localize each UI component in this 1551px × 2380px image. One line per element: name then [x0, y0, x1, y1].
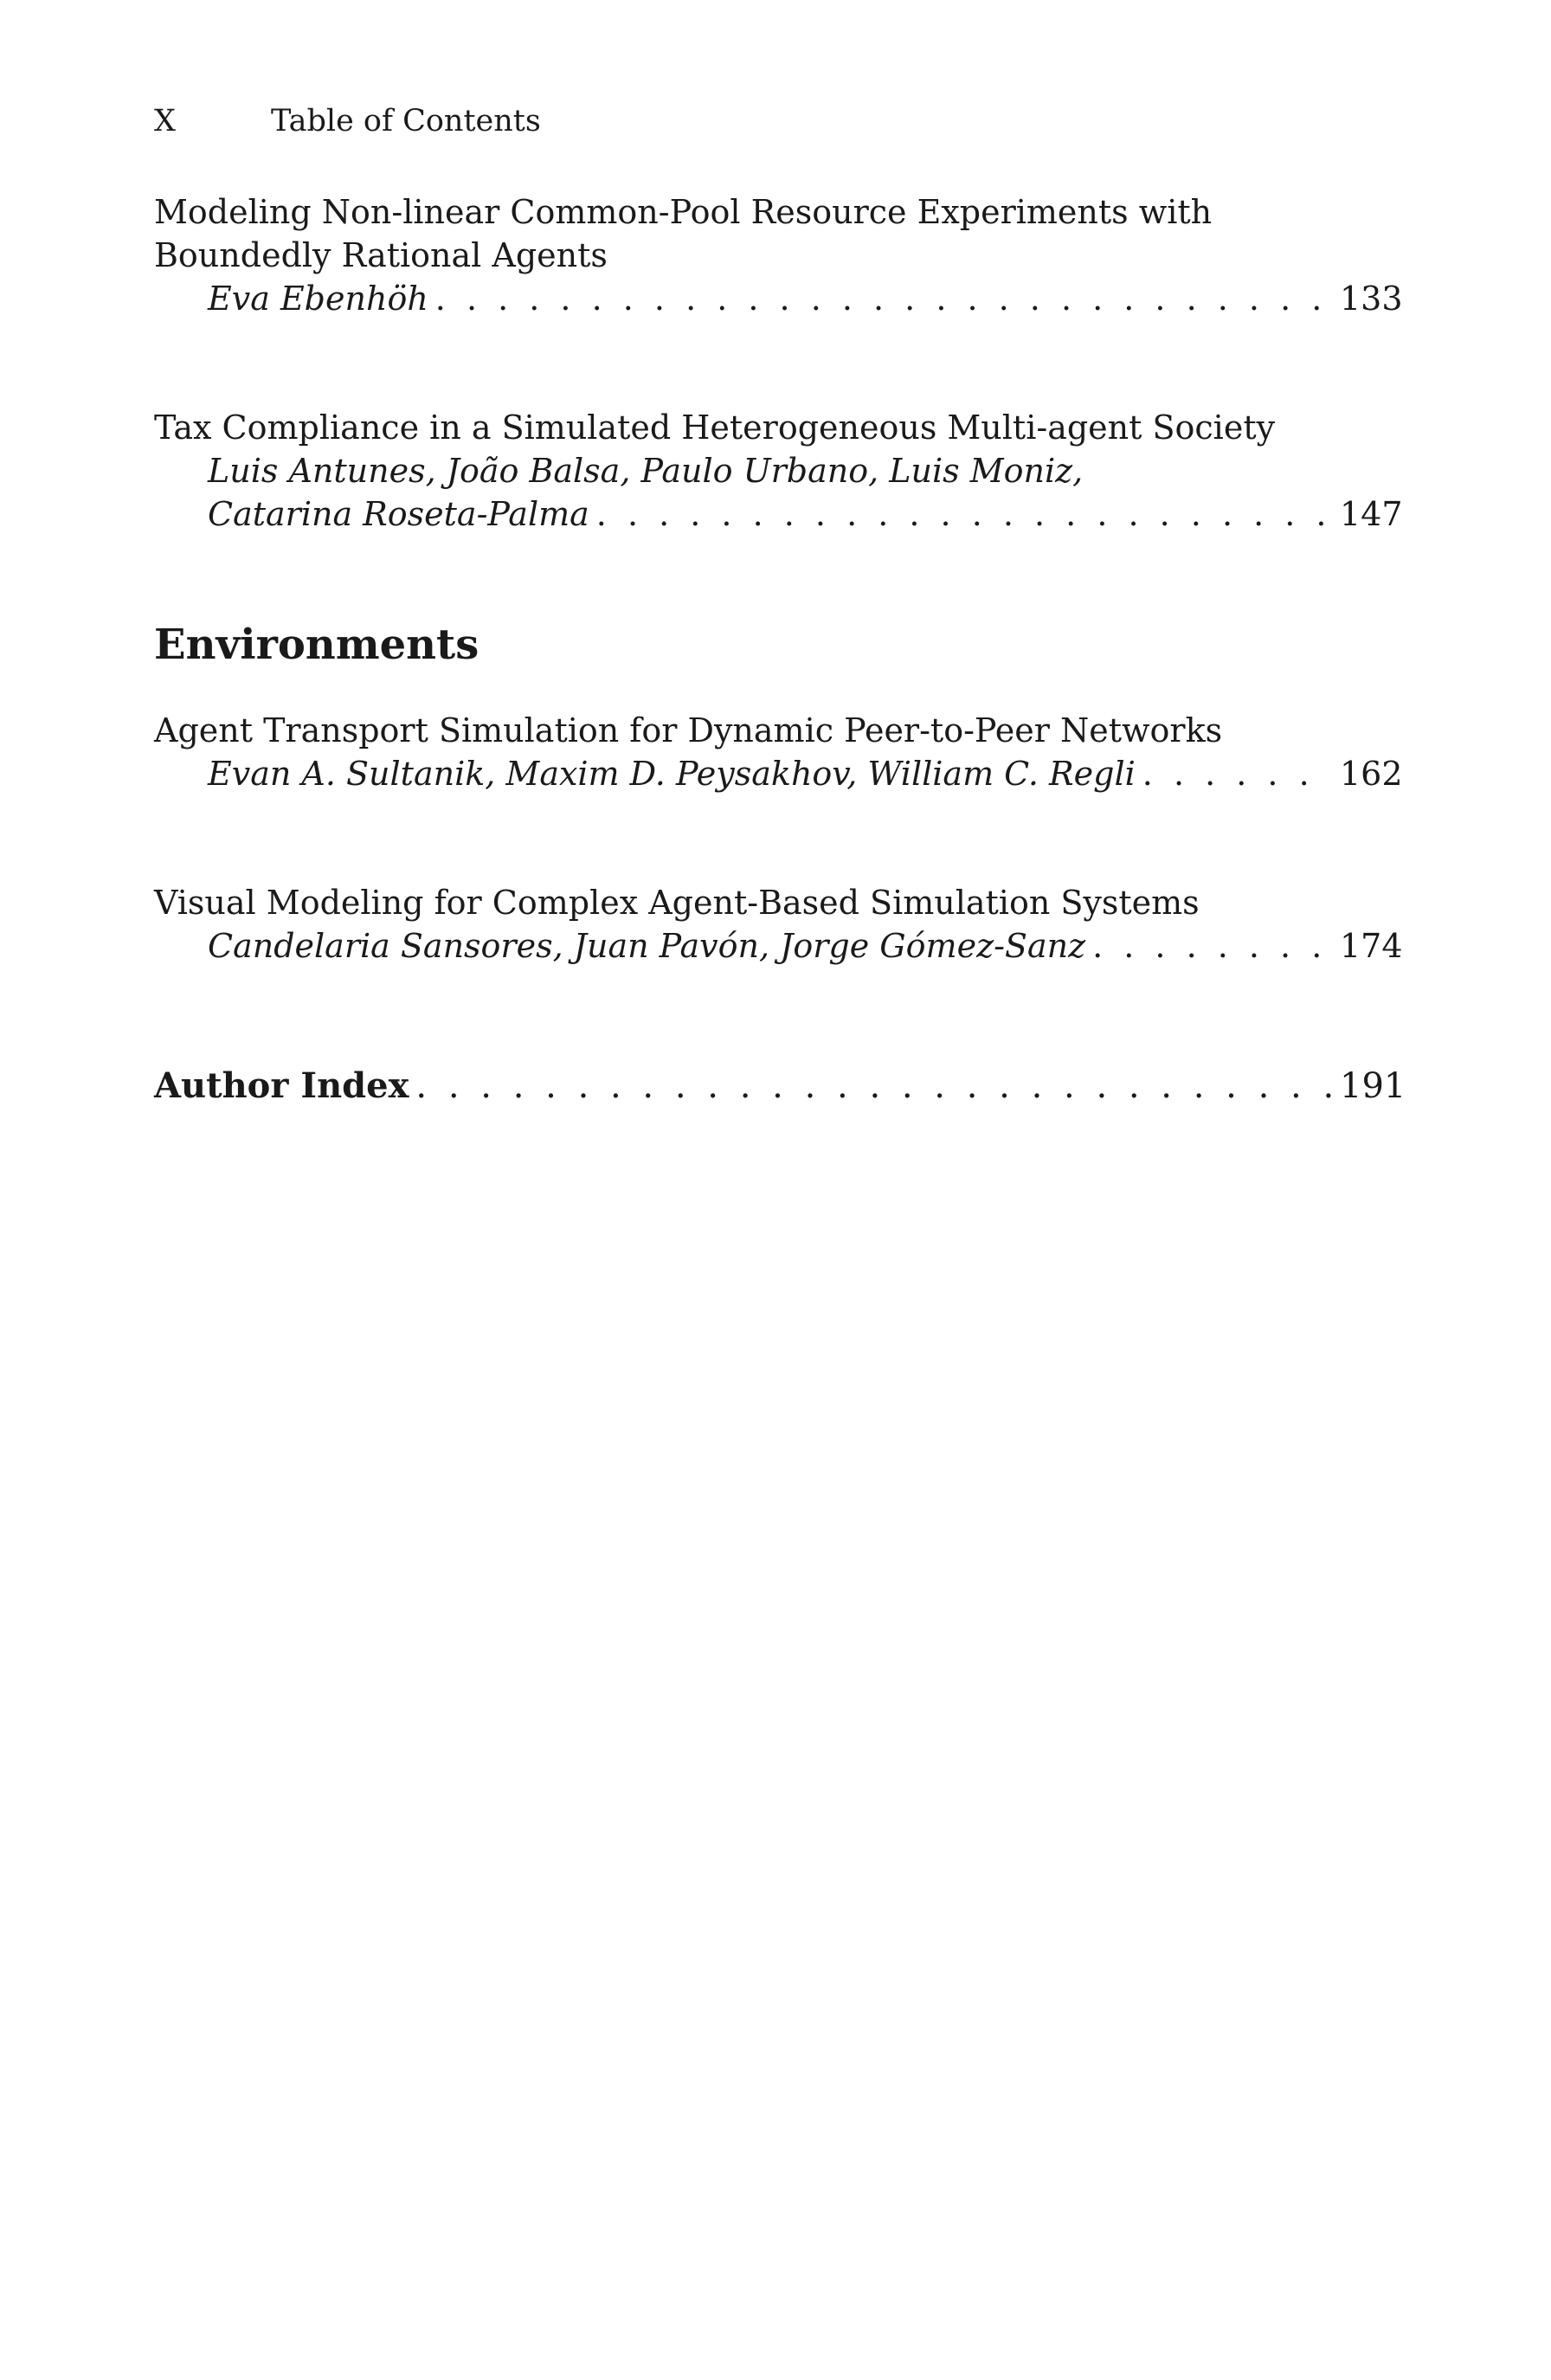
toc-entry-author-index[interactable] [154, 1065, 1406, 1108]
toc-entry[interactable] [154, 190, 1403, 320]
dot-leader [1092, 924, 1333, 968]
page-number-label: X [154, 104, 176, 138]
entry-page-number: 174 [1340, 927, 1403, 965]
entry-authors-row [154, 924, 1403, 968]
entry-page-number: 133 [1340, 280, 1403, 318]
entry-authors-row [154, 277, 1403, 320]
toc-entry[interactable] [154, 709, 1403, 795]
entry-title-line: Boundedly Rational Agents [154, 236, 608, 274]
entry-authors-line: Luis Antunes, João Balsa, Paulo Urbano, Luis Moniz, [208, 452, 1084, 490]
entry-page-number: 162 [1340, 755, 1403, 793]
entry-authors-row [154, 492, 1403, 536]
entry-authors: Eva Ebenhöh [208, 280, 428, 318]
author-index-page-number: 191 [1340, 1066, 1406, 1106]
toc-entry[interactable] [154, 406, 1403, 536]
dot-leader [435, 277, 1333, 320]
running-head-title: Table of Contents [271, 104, 541, 138]
toc-entry[interactable] [154, 881, 1403, 968]
table-of-contents [154, 190, 1406, 1108]
entry-title-line: Tax Compliance in a Simulated Heterogeneous Multi-agent Society [154, 408, 1276, 447]
section-heading-environments: Environments [154, 621, 479, 669]
author-index-label: Author Index [154, 1065, 409, 1106]
entry-authors: Catarina Roseta-Palma [208, 495, 589, 533]
entry-authors: Evan A. Sultanik, Maxim D. Peysakhov, William C. Regli [208, 755, 1136, 793]
dot-leader [1142, 752, 1333, 795]
entry-title-line: Visual Modeling for Complex Agent-Based Simulation Systems [154, 884, 1200, 922]
entry-authors-row [154, 752, 1403, 795]
entry-title-line: Modeling Non-linear Common-Pool Resource Experiments with [154, 193, 1213, 231]
dot-leader [415, 1065, 1333, 1108]
dot-leader [596, 492, 1333, 536]
entry-authors: Candelaria Sansores, Juan Pavón, Jorge Gómez-Sanz [208, 927, 1086, 965]
entry-title-line: Agent Transport Simulation for Dynamic Peer-to-Peer Networks [154, 711, 1223, 749]
running-head [154, 102, 541, 140]
entry-page-number: 147 [1340, 495, 1403, 533]
